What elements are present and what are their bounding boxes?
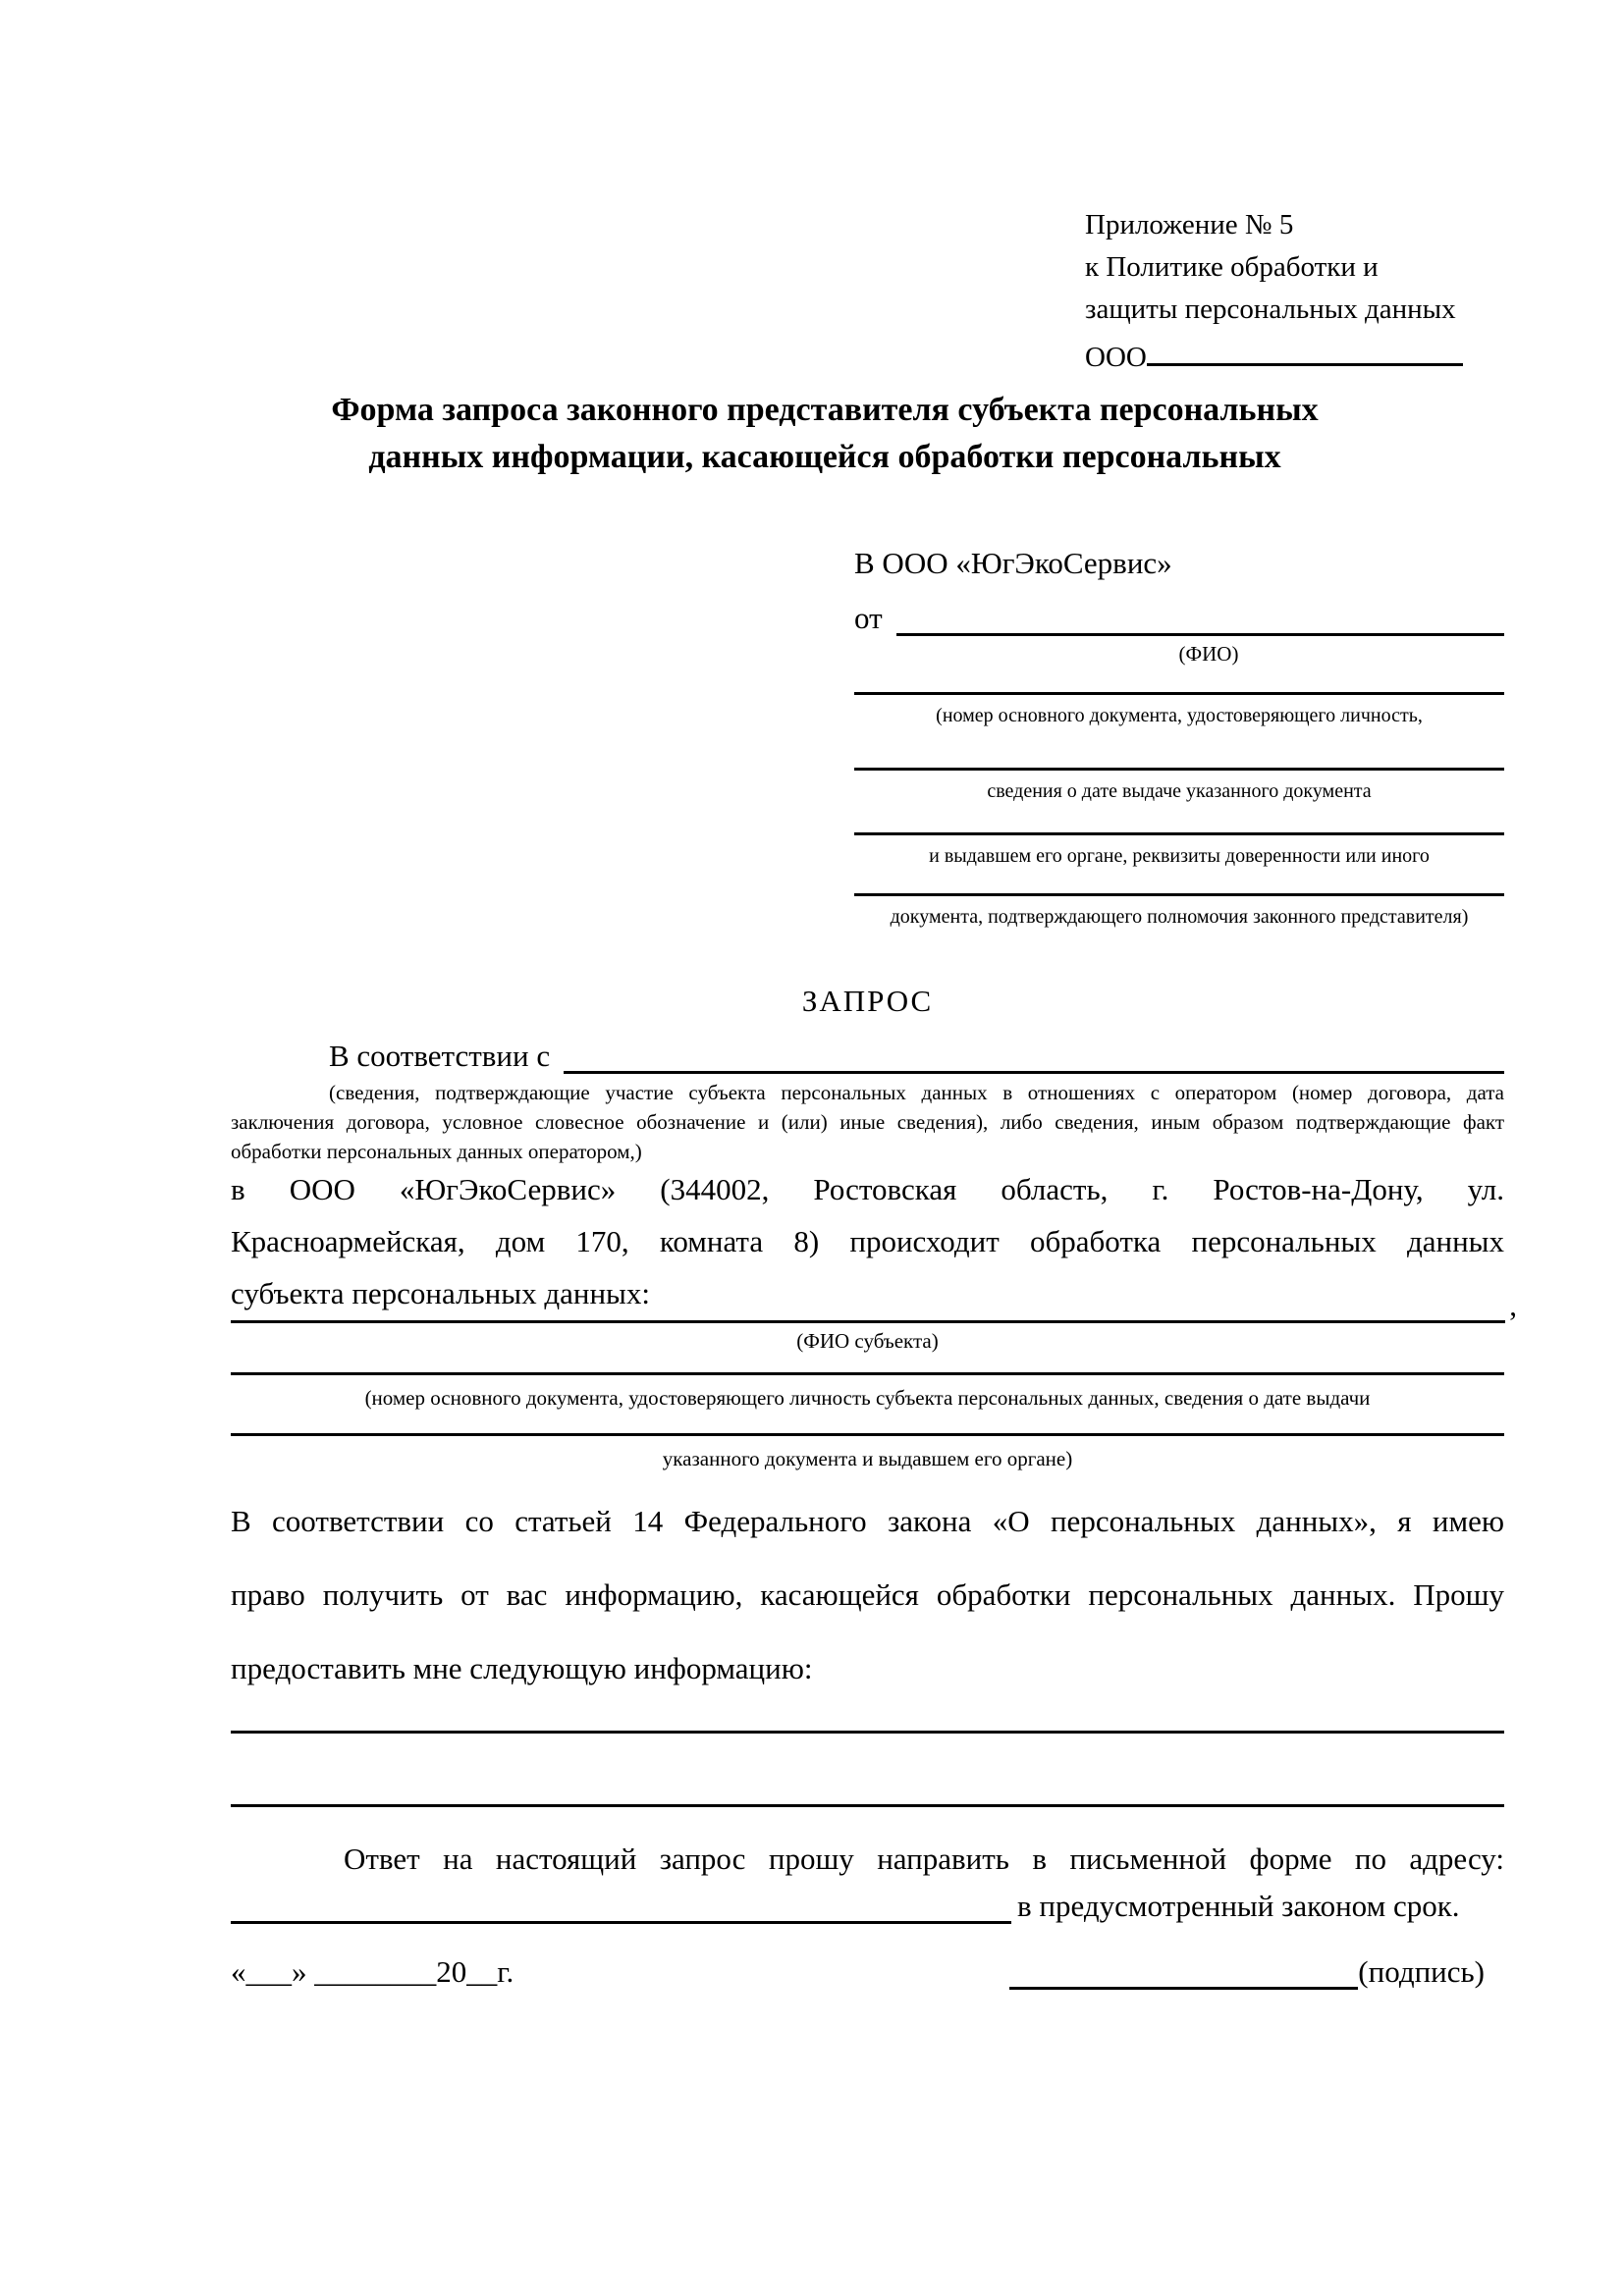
annex-line: защиты персональных данных [1085, 294, 1456, 325]
representative-field-row [854, 832, 1504, 868]
reply-tail: в предусмотренный законом срок. [1017, 1889, 1460, 1923]
title-line: данных информации, касающейся обработки персональных [368, 439, 1281, 475]
comma: , [1509, 1288, 1517, 1322]
blank-field-line [231, 1804, 1504, 1807]
signature-blank-line [1009, 1953, 1358, 1990]
note-line: (сведения, подтверждающие участие субъекта персональных данных в отношениях с оператором (номер договора, дата [329, 1081, 1504, 1104]
note-line: обработки персональных данных оператором,) [231, 1140, 642, 1163]
field-caption: (номер основного документа, удостоверяющего личность субъекта персональных данных, сведения о дате выдачи [364, 1386, 1371, 1410]
recipient-organization: В ООО «ЮгЭкоСервис» [854, 546, 1172, 580]
subject-fio-blank-line [231, 1320, 1505, 1323]
paragraph-line: субъекта персональных данных: [231, 1276, 650, 1310]
company-blank-line [1147, 331, 1463, 366]
address-blank-line [231, 1921, 1011, 1924]
paragraph-line: Красноармейская, дом 170, комната 8) происходит обработка персональных данных [231, 1224, 1504, 1258]
from-blank-line [896, 633, 1504, 636]
date-signature-row [231, 1953, 1504, 1990]
representative-field-row [854, 768, 1504, 803]
date-line: «___» ________20__г. [231, 1954, 514, 1989]
annex-line: Приложение № 5 [1085, 209, 1294, 240]
subject-doc-field-row [231, 1372, 1504, 1411]
law-paragraph [231, 1484, 1504, 1705]
reply-paragraph: Ответ на настоящий запрос прошу направить в письменной форме по адресу: [344, 1842, 1504, 1876]
paragraph-line: в ООО «ЮгЭкоСервис» (344002, Ростовская область, г. Ростов-на-Дону, ул. [231, 1172, 1504, 1206]
accordance-row [231, 1037, 1504, 1074]
blank-field-line [231, 1731, 1504, 1734]
accordance-note [231, 1078, 1504, 1166]
paragraph-line: В соответствии со статьей 14 Федерального закона «О персональных данных», я имею [231, 1504, 1504, 1538]
annex-line: к Политике обработки и [1085, 251, 1379, 283]
document-title [147, 387, 1502, 481]
company-prefix: ООО [1085, 342, 1147, 373]
subject-fio-row [231, 1286, 1517, 1323]
representative-field-row [854, 692, 1504, 727]
field-caption: сведения о дате выдаче указанного документа [987, 780, 1372, 802]
field-caption: и выдавшем его органе, реквизиты доверенности или иного [929, 845, 1430, 867]
subject-doc-field-row [231, 1433, 1504, 1471]
representative-field-row [854, 893, 1504, 929]
paragraph-line: право получить от вас информацию, касающейся обработки персональных данных. Прошу [231, 1577, 1504, 1612]
accordance-label: В соответствии с [329, 1039, 551, 1073]
field-caption: (номер основного документа, удостоверяющего личность, [936, 705, 1423, 726]
field-caption: указанного документа и выдавшем его органе) [662, 1447, 1073, 1470]
accordance-blank-line [564, 1071, 1504, 1074]
from-row [854, 599, 1504, 636]
annex-company-line [1085, 331, 1497, 379]
fio-caption: (ФИО) [1178, 642, 1239, 666]
title-line: Форма запроса законного представителя субъекта персональных [331, 392, 1319, 428]
paragraph-line: предоставить мне следующую информацию: [231, 1651, 813, 1685]
signature-caption: (подпись) [1358, 1954, 1485, 1989]
signature-group [1009, 1953, 1485, 1990]
from-label: от [854, 601, 883, 635]
annex-block [1085, 204, 1497, 379]
note-line: заключения договора, условное словесное обозначение и (или) иные сведения), либо сведения, иным образом подтверждающие факт [231, 1110, 1504, 1134]
reply-address-row [231, 1885, 1504, 1924]
request-heading: ЗАПРОС [801, 984, 934, 1018]
field-caption: документа, подтверждающего полномочия законного представителя) [890, 906, 1469, 928]
subject-fio-caption: (ФИО субъекта) [796, 1329, 939, 1353]
